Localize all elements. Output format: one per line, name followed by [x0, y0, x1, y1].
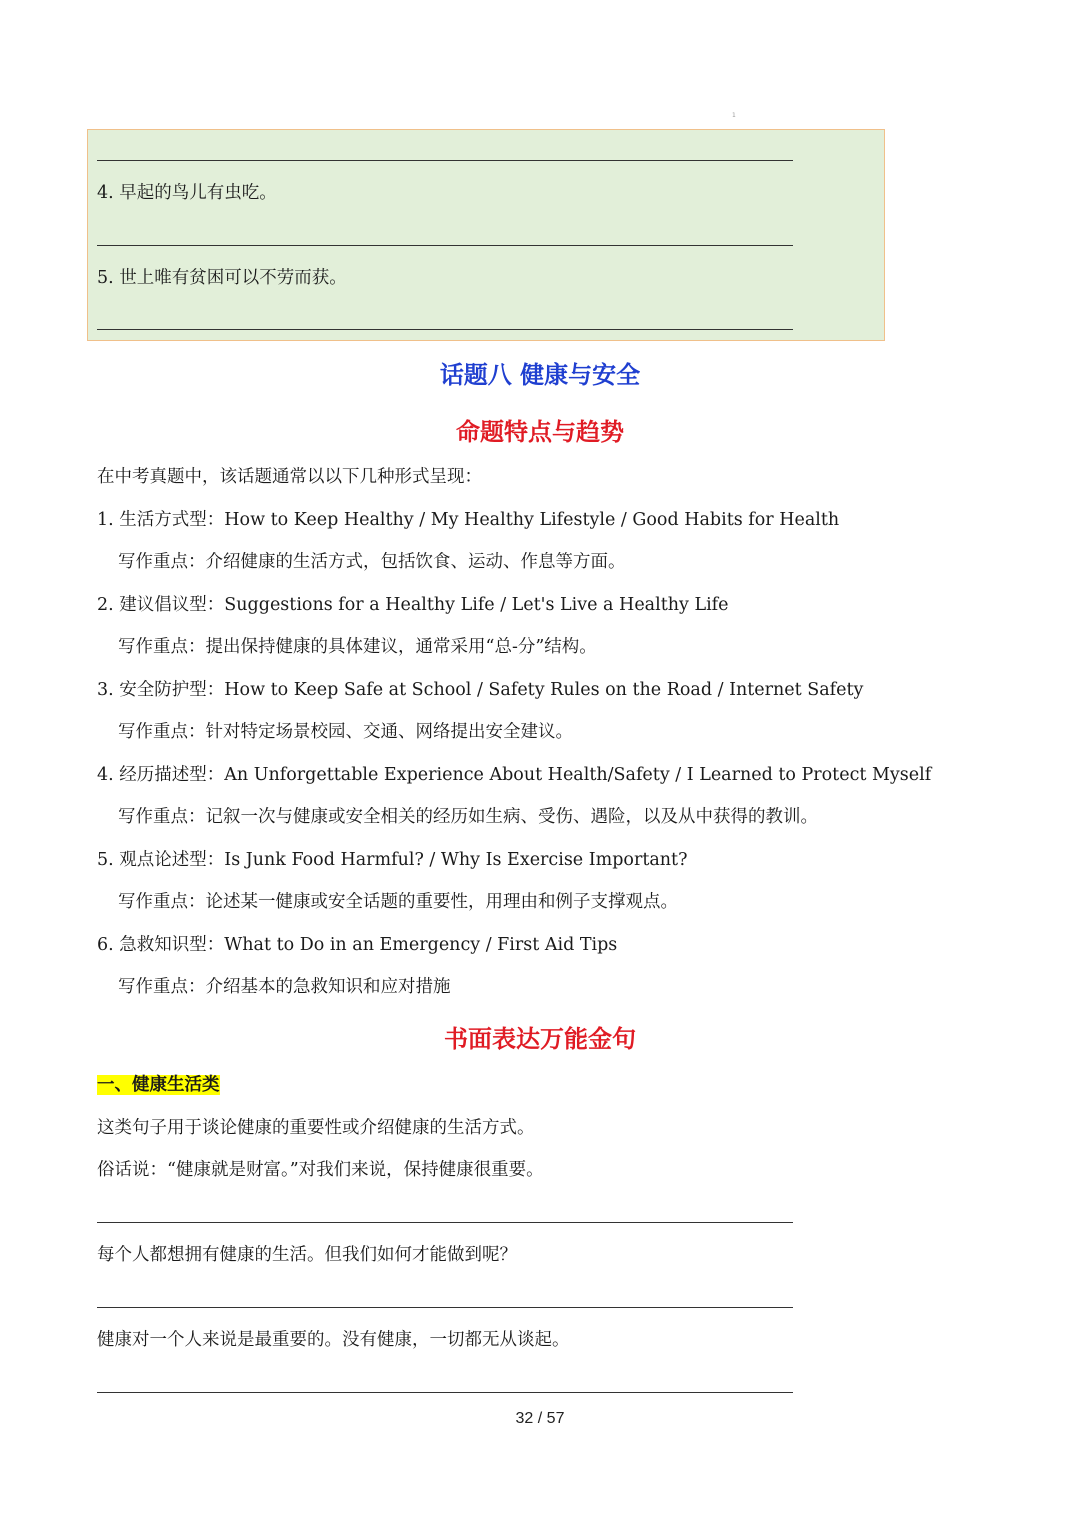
focus-label: 写作重点： [118, 637, 206, 657]
type-titles: Suggestions for a Healthy Life / Let's Live a Healthy Life [224, 595, 729, 615]
focus-text: 介绍基本的急救知识和应对措施 [205, 977, 451, 997]
item-number: 4. [97, 183, 114, 203]
sentence: 每个人都想拥有健康的生活。但我们如何才能做到呢？ [97, 1245, 517, 1265]
type-titles: What to Do in an Emergency / First Aid Tips [224, 935, 618, 955]
focus-text: 提出保持健康的具体建议，通常采用“总-分”结构。 [205, 637, 597, 657]
type-number: 2. [97, 595, 114, 615]
type-titles: How to Keep Healthy / My Healthy Lifestyle / Good Habits for Health [224, 510, 840, 530]
type-item [97, 763, 931, 787]
intro-text: 在中考真题中，该话题通常以以下几种形式呈现： [97, 467, 482, 487]
answer-line[interactable] [97, 1222, 793, 1223]
item-text: 世上唯有贫困可以不劳而获。 [119, 268, 347, 288]
type-item [97, 848, 687, 872]
type-item [97, 508, 839, 532]
answer-line[interactable] [97, 1307, 793, 1308]
answer-line[interactable] [97, 1392, 793, 1393]
focus-label: 写作重点： [118, 977, 206, 997]
focus-label: 写作重点： [118, 807, 206, 827]
type-titles: Is Junk Food Harmful? / Why Is Exercise Important? [224, 850, 688, 870]
type-label: 经历描述型： [119, 765, 225, 785]
type-focus [118, 550, 626, 574]
type-label: 建议倡议型： [119, 595, 225, 615]
type-number: 3. [97, 680, 114, 700]
focus-label: 写作重点： [118, 552, 206, 572]
type-titles: An Unforgettable Experience About Health/Safety / I Learned to Protect Myself [224, 765, 932, 785]
topic-title: 话题八 健康与安全 [439, 360, 641, 389]
type-label: 生活方式型： [119, 510, 225, 530]
focus-text: 记叙一次与健康或安全相关的经历如生病、受伤、遇险，以及从中获得的教训。 [205, 807, 818, 827]
sentence: 健康对一个人来说是最重要的。没有健康，一切都无从谈起。 [97, 1330, 570, 1350]
category-heading-text: 一、健康生活类 [97, 1075, 220, 1095]
category-desc: 这类句子用于谈论健康的重要性或介绍健康的生活方式。 [97, 1118, 535, 1138]
item-number: 5. [97, 268, 114, 288]
exercise-item [97, 181, 277, 205]
type-label: 观点论述型： [119, 850, 225, 870]
type-number: 5. [97, 850, 114, 870]
type-focus [118, 635, 597, 659]
type-focus [118, 720, 573, 744]
type-item [97, 593, 729, 617]
answer-line[interactable] [97, 329, 793, 330]
focus-text: 论述某一健康或安全话题的重要性，用理由和例子支撑观点。 [205, 892, 678, 912]
exercise-item [97, 266, 347, 290]
section-title: 书面表达万能金句 [444, 1024, 636, 1053]
type-number: 1. [97, 510, 114, 530]
page-number: 32 / 57 [515, 1410, 565, 1427]
header-mark: 1 [732, 112, 736, 119]
focus-text: 针对特定场景校园、交通、网络提出安全建议。 [205, 722, 573, 742]
category-heading [97, 1073, 220, 1097]
type-focus [118, 805, 818, 829]
type-titles: How to Keep Safe at School / Safety Rules on the Road / Internet Safety [224, 680, 864, 700]
type-focus [118, 890, 678, 914]
type-number: 6. [97, 935, 114, 955]
section-title: 命题特点与趋势 [456, 417, 624, 446]
type-item [97, 678, 863, 702]
answer-line[interactable] [97, 160, 793, 161]
focus-label: 写作重点： [118, 722, 206, 742]
sentence: 俗话说：“健康就是财富。”对我们来说，保持健康很重要。 [97, 1160, 544, 1180]
type-number: 4. [97, 765, 114, 785]
type-label: 急救知识型： [119, 935, 225, 955]
type-focus [118, 975, 451, 999]
type-label: 安全防护型： [119, 680, 225, 700]
focus-label: 写作重点： [118, 892, 206, 912]
answer-line[interactable] [97, 245, 793, 246]
focus-text: 介绍健康的生活方式，包括饮食、运动、作息等方面。 [205, 552, 626, 572]
item-text: 早起的鸟儿有虫吃。 [119, 183, 277, 203]
type-item [97, 933, 617, 957]
